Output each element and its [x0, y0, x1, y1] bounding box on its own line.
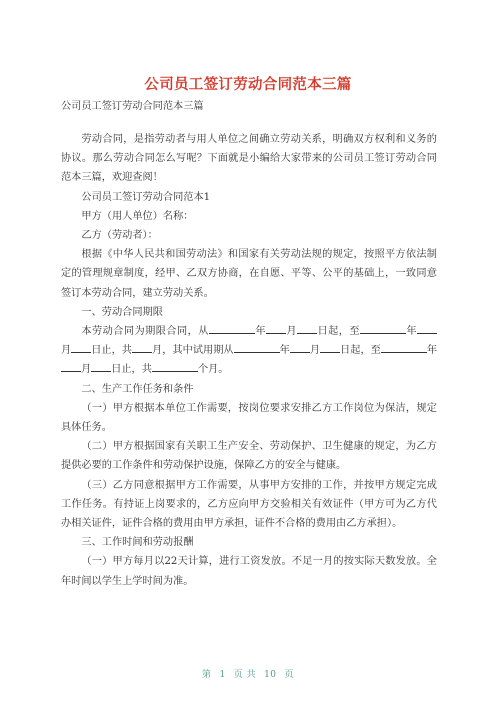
section-3-item: （一）甲方每月以22天计算，进行工资发放。不足一月的按实际天数发放。全年时间以学生上学时间为准。	[61, 556, 437, 587]
section-2-title: 二、生产工作任务和条件	[81, 383, 194, 395]
intro-paragraph: 劳动合同，是指劳动者与用人单位之间确立劳动关系，明确双方权利和义务的协议。那么劳动合同怎么写呢？下面就是小编给大家带来的公司员工签订劳动合同范本三篇，欢迎查阅！	[61, 134, 437, 184]
section-2-item: （三）乙方同意根据甲方工作需要，从事甲方安排的工作，并按甲方规定完成工作任务。有持证上岗要求的，乙方应向甲方交验相关有效证件（甲方可为乙方代办相关证件，证件合格的费用由甲方承担，证件不合格的费用由乙方承担）。	[61, 479, 437, 530]
basis-paragraph: 根据《中华人民共和国劳动法》和国家有关劳动法规的规定，按照平方依法制定的管理规章制度，经甲、乙双方协商，在自愿、平等、公平的基础上，一致同意签订本劳动合同，建立劳动关系。	[61, 249, 437, 299]
contract-heading: 公司员工签订劳动合同范本1	[81, 191, 211, 203]
term-paragraph: 本劳动合同为期限合同，从 年 月 日起，至 年月 日止，共 月，其中试用期从 年 月 日起，至 年月 日止，共 个月。	[61, 322, 437, 380]
blank-field	[209, 322, 255, 334]
blank-field	[71, 341, 91, 353]
section-3-title: 三、工作时间和劳动报酬	[81, 537, 194, 549]
blank-field	[61, 360, 81, 372]
page-footer: 第 1 页 共 10 页	[201, 670, 295, 680]
blank-field	[290, 341, 310, 353]
blank-field	[417, 322, 437, 334]
party-b-line: 乙方（劳动者）：	[81, 230, 158, 242]
blank-field	[152, 360, 198, 372]
section-2-item: （二）甲方根据国家有关职工生产安全、劳动保护、卫生健康的规定，为乙方提供必要的工作条件和劳动保护设施，保障乙方的安全与健康。	[61, 441, 437, 472]
blank-field	[381, 341, 427, 353]
blank-field	[320, 341, 340, 353]
blank-field	[266, 322, 286, 334]
section-1-title: 一、劳动合同期限	[81, 306, 163, 318]
document-body	[61, 130, 437, 591]
blank-field	[132, 341, 152, 353]
document-title: 公司员工签订劳动合同范本三篇	[144, 77, 352, 93]
document-subtitle: 公司员工签订劳动合同范本三篇	[61, 101, 204, 112]
blank-field	[297, 322, 317, 334]
section-2-item: （一）甲方根据本单位工作需要，按岗位要求安排乙方工作岗位为保洁，规定具体任务。	[61, 402, 437, 434]
blank-field	[234, 341, 280, 353]
party-a-line: 甲方（用人单位）名称：	[81, 210, 194, 222]
blank-field	[360, 322, 406, 334]
blank-field	[91, 360, 111, 372]
